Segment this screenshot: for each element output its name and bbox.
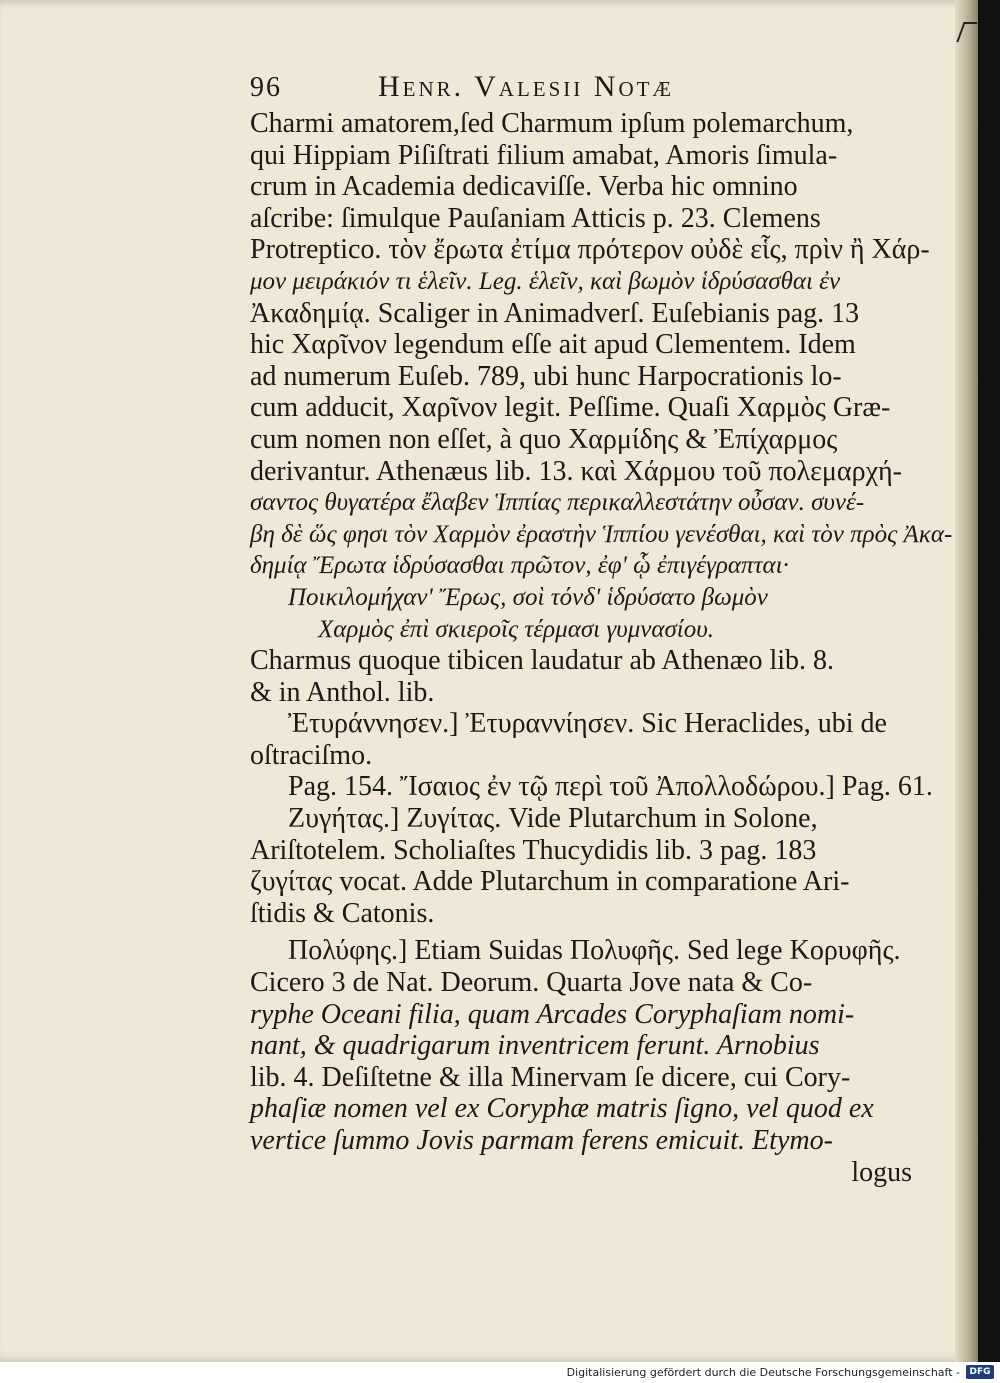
dfg-logo: DFG	[966, 1365, 994, 1379]
greek-line: βη δὲ ὥς φησι τὸν Χαρμὸν ἐραστὴν Ἱππίου γενέσθαι, καὶ τὸν πρὸς Ἀκα-	[250, 520, 953, 548]
lemma-line: Ζυγήτας.] Ζυγίτας. Vide Plutarchum in Solone,	[288, 803, 818, 835]
running-title: Henr. Valesii Notæ	[378, 70, 675, 103]
text-block	[250, 70, 953, 1188]
italic-line: ryphe Oceani filia, quam Arcades Coryphaſiam nomi-	[250, 998, 855, 1030]
greek-line: μον μειράκιόν τι ἑλεῖν. Leg. ἑλεῖν, καὶ βωμὸν ἱδρύσασθαι ἐν	[250, 267, 841, 295]
verse-line: Ποικιλομήχαν' Ἔρως, σοὶ τόνδ' ἱδρύσατο βωμὸν	[288, 583, 768, 611]
lemma-line: Πολύφης.] Etiam Suidas Πολυφῆς. Sed lege Κορυφῆς.	[288, 935, 901, 967]
text-line: derivantur. Athenæus lib. 13. καὶ Χάρμου τοῦ πολεμαρχή-	[250, 455, 902, 487]
greek-line: σαντος θυγατέρα ἔλαβεν Ἱππίας περικαλλεστάτην οὖσαν. συνέ-	[250, 489, 865, 517]
verse-line: Χαρμὸς ἐπὶ σκιεροῖς τέρμασι γυμνασίου.	[318, 615, 714, 643]
text-line: ζυγίτας vocat. Adde Plutarchum in comparatione Ari-	[250, 866, 850, 898]
text-line: crum in Academia dedicaviſſe. Verba hic omnino	[250, 171, 798, 203]
page-number: 96	[250, 72, 282, 103]
text-line: Charmi amatorem,ſed Charmum ipſum polemarchum,	[250, 108, 854, 139]
page-gutter	[955, 0, 978, 1362]
text-line: cum adducit, Χαρῖνον legit. Peſſime. Quaſi Χαρμὸς Græ-	[250, 392, 891, 424]
footer-credit: Digitalisierung gefördert durch die Deutsche Forschungsgemeinschaft -	[566, 1366, 960, 1379]
text-line: Cicero 3 de Nat. Deorum. Quarta Jove nata & Co-	[250, 967, 813, 999]
digitization-footer	[0, 1362, 1000, 1383]
text-line: & in Anthol. lib.	[250, 676, 435, 708]
lemma-line: Ἐτυράννησεν.] Ἐτυραννίησεν. Sic Heraclides, ubi de	[288, 708, 887, 740]
text-line: Ἀκαδημίᾳ. Scaliger in Animadverſ. Euſebianis pag. 13	[250, 297, 860, 329]
text-line: aſcribe: ſimulque Pauſaniam Atticis p. 23. Clemens	[250, 202, 821, 234]
lemma-line: Pag. 154. Ἴσαιος ἐν τῷ περὶ τοῦ Ἀπολλοδώρου.] Pag. 61.	[288, 771, 933, 803]
text-line: oſtraciſmo.	[250, 739, 373, 771]
text-line: Ariſtotelem. Scholiaſtes Thucydidis lib. 3 pag. 183	[250, 834, 817, 866]
greek-line: δημίᾳ Ἔρωτα ἱδρύσασθαι πρῶτον, ἐφ' ᾧ ἐπιγέγραπται·	[250, 552, 789, 580]
text-line: qui Hippiam Piſiſtrati filium amabat, Amoris ſimula-	[250, 139, 838, 171]
text-line: ad numerum Euſeb. 789, ubi hunc Harpocrationis lo-	[250, 360, 842, 392]
italic-line: nant, & quadrigarum inventricem ferunt. Arnobius	[250, 1030, 820, 1062]
catchword: logus	[851, 1156, 912, 1188]
text-line: lib. 4. Deſiſtetne & illa Minervam ſe dicere, cui Cory-	[250, 1061, 851, 1093]
page-header	[250, 70, 912, 108]
text-line: ſtidis & Catonis.	[250, 897, 435, 929]
italic-line: phaſiæ nomen vel ex Coryphæ matris ſigno, vel quod ex	[250, 1093, 874, 1125]
italic-line: vertice ſummo Jovis parmam ferens emicuit. Etymo-	[250, 1125, 833, 1156]
text-line: Protreptico. τὸν ἔρωτα ἐτίμα πρότερον οὐδὲ εἷς, πρὶν ἢ Χάρ-	[250, 234, 930, 266]
text-line: Charmus quoque tibicen laudatur ab Athenæo lib. 8.	[250, 645, 835, 677]
text-line: cum nomen non eſſet, à quo Χαρμίδης & Ἐπίχαρμος	[250, 423, 838, 455]
text-line: hic Χαρῖνον legendum eſſe ait apud Clementem. Idem	[250, 329, 856, 361]
